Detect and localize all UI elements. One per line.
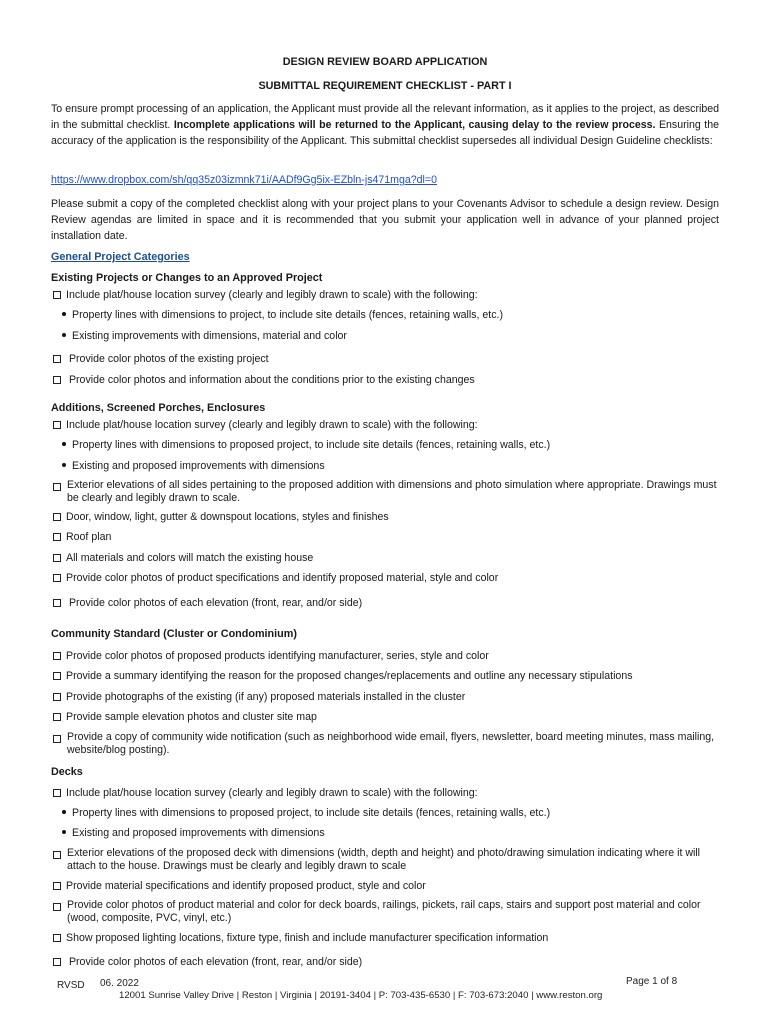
checklist-item: Include plat/house location survey (clearly and legibly drawn to scale) with the following: [53,288,478,304]
document-title: DESIGN REVIEW BOARD APPLICATION [282,56,488,68]
bullet-item: Existing and proposed improvements with dimensions [62,459,325,475]
checklist-item: Provide color photos and information about the conditions prior to the existing changes [53,373,475,389]
checkbox[interactable] [53,903,61,911]
checklist-item: Provide color photos of product specifications and identify proposed material, style and color [53,571,498,587]
bullet-item: Property lines with dimensions to project, to include site details (fences, retaining walls, etc.) [62,308,503,324]
checklist-item: Provide color photos of each elevation (front, rear, and/or side) [53,955,362,971]
checkbox[interactable] [53,513,61,521]
bullet-item: Property lines with dimensions to proposed project, to include site details (fences, retaining walls, etc.) [62,806,550,822]
checklist-item: Provide color photos of proposed products identifying manufacturer, series, style and color [53,649,489,665]
checkbox[interactable] [53,693,61,701]
checkbox[interactable] [53,789,61,797]
checklist-item: Show proposed lighting locations, fixture type, finish and include manufacturer specification information [53,931,548,947]
checklist-item: Exterior elevations of all sides pertaining to the proposed addition with dimensions and photo simulation where appropriate. Drawings must be clearly and legibly drawn to scale. [53,479,717,505]
checklist-item: All materials and colors will match the existing house [53,551,313,567]
checkbox[interactable] [53,355,61,363]
checkbox[interactable] [53,574,61,582]
bullet-icon [62,312,66,316]
checklist-item: Provide a copy of community wide notification (such as neighborhood wide email, flyers, newsletter, board meeting minutes, mass mailing, website/blog posting). [53,731,717,757]
checklist-item: Provide photographs of the existing (if any) proposed materials installed in the cluster [53,690,465,706]
footer-code: RVSD [57,980,85,991]
section-heading-decks: Decks [51,766,83,778]
categories-heading: General Project Categories [51,251,190,263]
checklist-item: Include plat/house location survey (clearly and legibly drawn to scale) with the following: [53,786,478,802]
checkbox[interactable] [53,599,61,607]
section-heading-community: Community Standard (Cluster or Condominium) [51,628,297,640]
bullet-icon [62,830,66,834]
checklist-item: Provide material specifications and identify proposed product, style and color [53,879,426,895]
checklist-item: Exterior elevations of the proposed deck with dimensions (width, depth and height) and photo/drawing simulation indicating where it will attach to the house. Drawings must be clearly and legibly drawn to scale [53,847,717,873]
checkbox[interactable] [53,958,61,966]
footer-address: 12001 Sunrise Valley Drive | Reston | Virginia | 20191-3404 | P: 703-435-6530 | F: 703-673:2040 | www.reston.org [119,990,603,1001]
checklist-item: Door, window, light, gutter & downspout locations, styles and finishes [53,510,389,526]
checkbox[interactable] [53,421,61,429]
checkbox[interactable] [53,735,61,743]
checkbox[interactable] [53,376,61,384]
checkbox[interactable] [53,291,61,299]
bullet-item: Existing improvements with dimensions, material and color [62,329,347,345]
submission-paragraph: Please submit a copy of the completed checklist along with your project plans to your Covenants Advisor to schedule a design review. Design Review agendas are limited in space and it is recommended that you submit your application well in advance of your planned project installation date. [51,198,719,242]
checklist-item: Provide a summary identifying the reason for the proposed changes/replacements and outline any necessary stipulations [53,669,633,685]
section-heading-existing: Existing Projects or Changes to an Approved Project [51,272,323,284]
checkbox[interactable] [53,652,61,660]
checkbox[interactable] [53,483,61,491]
checkbox[interactable] [53,672,61,680]
checkbox[interactable] [53,554,61,562]
guidelines-link[interactable]: https://www.dropbox.com/sh/qq35z03izmnk71i/AADf9Gg5ix-EZbln-js471mga?dl=0 [51,174,437,186]
bullet-item: Property lines with dimensions to proposed project, to include site details (fences, retaining walls, etc.) [62,438,550,454]
checklist-item: Include plat/house location survey (clearly and legibly drawn to scale) with the following: [53,418,478,434]
footer-date: 06. 2022 [100,978,139,989]
checkbox[interactable] [53,533,61,541]
checkbox[interactable] [53,713,61,721]
document-subtitle: SUBMITTAL REQUIREMENT CHECKLIST - PART I [258,80,512,92]
checkbox[interactable] [53,934,61,942]
checklist-item: Provide color photos of the existing project [53,352,269,368]
bullet-icon [62,810,66,814]
checklist-item: Provide color photos of product material and color for deck boards, railings, pickets, rail caps, stairs and support post material and color (wood, composite, PVC, vinyl, etc.) [53,899,717,925]
checklist-item: Provide sample elevation photos and cluster site map [53,710,317,726]
bullet-icon [62,442,66,446]
bullet-icon [62,333,66,337]
checkbox[interactable] [53,882,61,890]
intro-warning: Incomplete applications will be returned to the Applicant, causing delay to the review process. [173,119,656,131]
intro-paragraph: To ensure prompt processing of an application, the Applicant must provide all the relevant information, as it applies to the project, as described in the submittal checklist. Incomplete applications will be returned to the Applicant, causing delay to the review process. Ensuring the accuracy of the application is the responsibility of the Applicant. This submittal checklist supersedes all individual Design Guideline checklists: [51,103,719,147]
checkbox[interactable] [53,851,61,859]
checklist-item: Provide color photos of each elevation (front, rear, and/or side) [53,596,362,612]
bullet-item: Existing and proposed improvements with dimensions [62,826,325,842]
bullet-icon [62,463,66,467]
page-number: Page 1 of 8 [626,976,678,987]
checklist-item: Roof plan [53,530,111,546]
section-heading-additions: Additions, Screened Porches, Enclosures [51,402,266,414]
